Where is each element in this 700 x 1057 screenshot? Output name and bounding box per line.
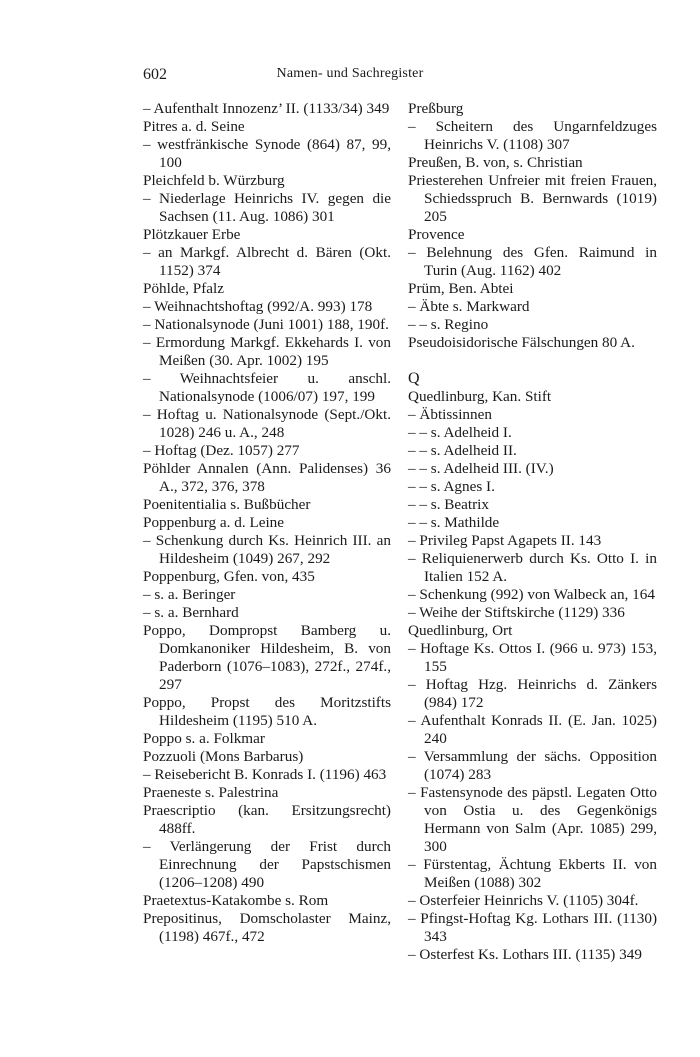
index-entry: – an Markgf. Albrecht d. Bären (Okt. 1152) 374 xyxy=(143,244,391,279)
index-entry: – Äbtissinnen xyxy=(408,406,492,423)
index-entry: – s. a. Beringer xyxy=(143,586,236,603)
index-entry: – Weihe der Stiftskirche (1129) 336 xyxy=(408,604,625,621)
index-entry: Poppo s. a. Folkmar xyxy=(143,730,265,747)
index-entry: Praescriptio (kan. Ersitzungsrecht) 488ff. xyxy=(143,802,391,837)
index-entry: – Aufenthalt Konrads II. (E. Jan. 1025) 240 xyxy=(408,712,657,747)
index-entry: – Scheitern des Ungarnfeldzuges Heinrichs V. (1108) 307 xyxy=(408,118,657,153)
index-column-left xyxy=(143,100,391,946)
index-entry: – Hoftag (Dez. 1057) 277 xyxy=(143,442,300,459)
index-entry: Prepositinus, Domscholaster Mainz, (1198) 467f., 472 xyxy=(143,910,391,945)
index-entry: – Nationalsynode (Juni 1001) 188, 190f. xyxy=(143,316,389,333)
index-entry: – s. a. Bernhard xyxy=(143,604,239,621)
index-entry: – – s. Adelheid II. xyxy=(408,442,517,459)
index-entry: Quedlinburg, Ort xyxy=(408,622,513,639)
index-entry: – Verlängerung der Frist durch Einrechnung der Papstschismen (1206–1208) 490 xyxy=(143,838,391,891)
index-entry: – Fastensynode des päpstl. Legaten Otto von Ostia u. des Gegenkönigs Hermann von Salm (Apr. 1085) 299, 300 xyxy=(408,784,657,855)
index-entry: Pöhlder Annalen (Ann. Palidenses) 36 A., 372, 376, 378 xyxy=(143,460,391,495)
index-entry: Quedlinburg, Kan. Stift xyxy=(408,388,552,405)
index-entry: Priesterehen Unfreier mit freien Frauen, Schiedsspruch B. Bernwards (1019) 205 xyxy=(408,172,657,225)
index-block-q xyxy=(408,388,657,964)
index-entry: – Hoftag u. Nationalsynode (Sept./Okt. 1028) 246 u. A., 248 xyxy=(143,406,391,441)
index-entry: Plötzkauer Erbe xyxy=(143,226,241,243)
index-entry: Praeneste s. Palestrina xyxy=(143,784,279,801)
index-entry: Poppenburg a. d. Leine xyxy=(143,514,285,531)
index-entry: – Osterfest Ks. Lothars III. (1135) 349 xyxy=(408,946,642,963)
index-entry: Pleichfeld b. Würzburg xyxy=(143,172,285,189)
index-column-right xyxy=(408,100,657,964)
index-entry: – Reisebericht B. Konrads I. (1196) 463 xyxy=(143,766,387,783)
index-entry: – Schenkung durch Ks. Heinrich III. an Hildesheim (1049) 267, 292 xyxy=(143,532,391,567)
index-entry: – Osterfeier Heinrichs V. (1105) 304f. xyxy=(408,892,639,909)
index-entry: – – s. Adelheid III. (IV.) xyxy=(408,460,554,477)
index-entry: Poenitentialia s. Bußbücher xyxy=(143,496,311,513)
index-entry: – Hoftage Ks. Ottos I. (966 u. 973) 153, 155 xyxy=(408,640,657,675)
index-entry: – Schenkung (992) von Walbeck an, 164 xyxy=(408,586,655,603)
index-entry: Preßburg xyxy=(408,100,464,117)
index-entry: Prüm, Ben. Abtei xyxy=(408,280,514,297)
index-entry: Pseudoisidorische Fälschungen 80 A. xyxy=(408,334,635,351)
index-entry: – Versammlung der sächs. Opposition (1074) 283 xyxy=(408,748,657,783)
index-entry: – Ermordung Markgf. Ekkehards I. von Meißen (30. Apr. 1002) 195 xyxy=(143,334,391,369)
index-entry: – Fürstentag, Ächtung Ekberts II. von Meißen (1088) 302 xyxy=(408,856,657,891)
index-entry: – westfränkische Synode (864) 87, 99, 100 xyxy=(143,136,391,171)
index-entry: – Pfingst-Hoftag Kg. Lothars III. (1130) 343 xyxy=(408,910,657,945)
index-entry: – – s. Agnes I. xyxy=(408,478,495,495)
index-entry: – – s. Regino xyxy=(408,316,489,333)
index-entry: – Belehnung des Gfen. Raimund in Turin (Aug. 1162) 402 xyxy=(408,244,657,279)
page-number: 602 xyxy=(143,66,167,83)
index-entry: Poppo, Dompropst Bamberg u. Domkanoniker Hildesheim, B. von Paderborn (1076–1083), 272f., 274f., 297 xyxy=(143,622,391,693)
section-letter: Q xyxy=(408,370,420,387)
index-entry: – Niederlage Heinrichs IV. gegen die Sachsen (11. Aug. 1086) 301 xyxy=(143,190,391,225)
index-entry: – – s. Adelheid I. xyxy=(408,424,512,441)
index-entry: – Reliquienerwerb durch Ks. Otto I. in Italien 152 A. xyxy=(408,550,657,585)
index-entry: – Hoftag Hzg. Heinrichs d. Zänkers (984) 172 xyxy=(408,676,657,711)
index-entry: Praetextus-Katakombe s. Rom xyxy=(143,892,329,909)
index-entry: Pöhlde, Pfalz xyxy=(143,280,224,297)
index-entry: – – s. Beatrix xyxy=(408,496,489,513)
index-entry: – Weihnachtshoftag (992/A. 993) 178 xyxy=(143,298,373,315)
index-entry: Pitres a. d. Seine xyxy=(143,118,245,135)
page-header xyxy=(143,66,557,88)
index-entry: Poppo, Propst des Moritzstifts Hildesheim (1195) 510 A. xyxy=(143,694,391,729)
index-entry: – Äbte s. Markward xyxy=(408,298,530,315)
index-entry: Pozzuoli (Mons Barbarus) xyxy=(143,748,304,765)
index-entry: – Weihnachtsfeier u. anschl. Nationalsynode (1006/07) 197, 199 xyxy=(143,370,391,405)
index-entry: – Aufenthalt Innozenz’ II. (1133/34) 349 xyxy=(143,100,390,117)
index-entry: – Privileg Papst Agapets II. 143 xyxy=(408,532,602,549)
running-title: Namen- und Sachregister xyxy=(276,66,424,81)
index-entry: Preußen, B. von, s. Christian xyxy=(408,154,583,171)
index-entry: Poppenburg, Gfen. von, 435 xyxy=(143,568,315,585)
index-entry: – – s. Mathilde xyxy=(408,514,500,531)
index-block-p xyxy=(408,100,657,352)
section-gap xyxy=(408,352,657,370)
index-entry: Provence xyxy=(408,226,465,243)
